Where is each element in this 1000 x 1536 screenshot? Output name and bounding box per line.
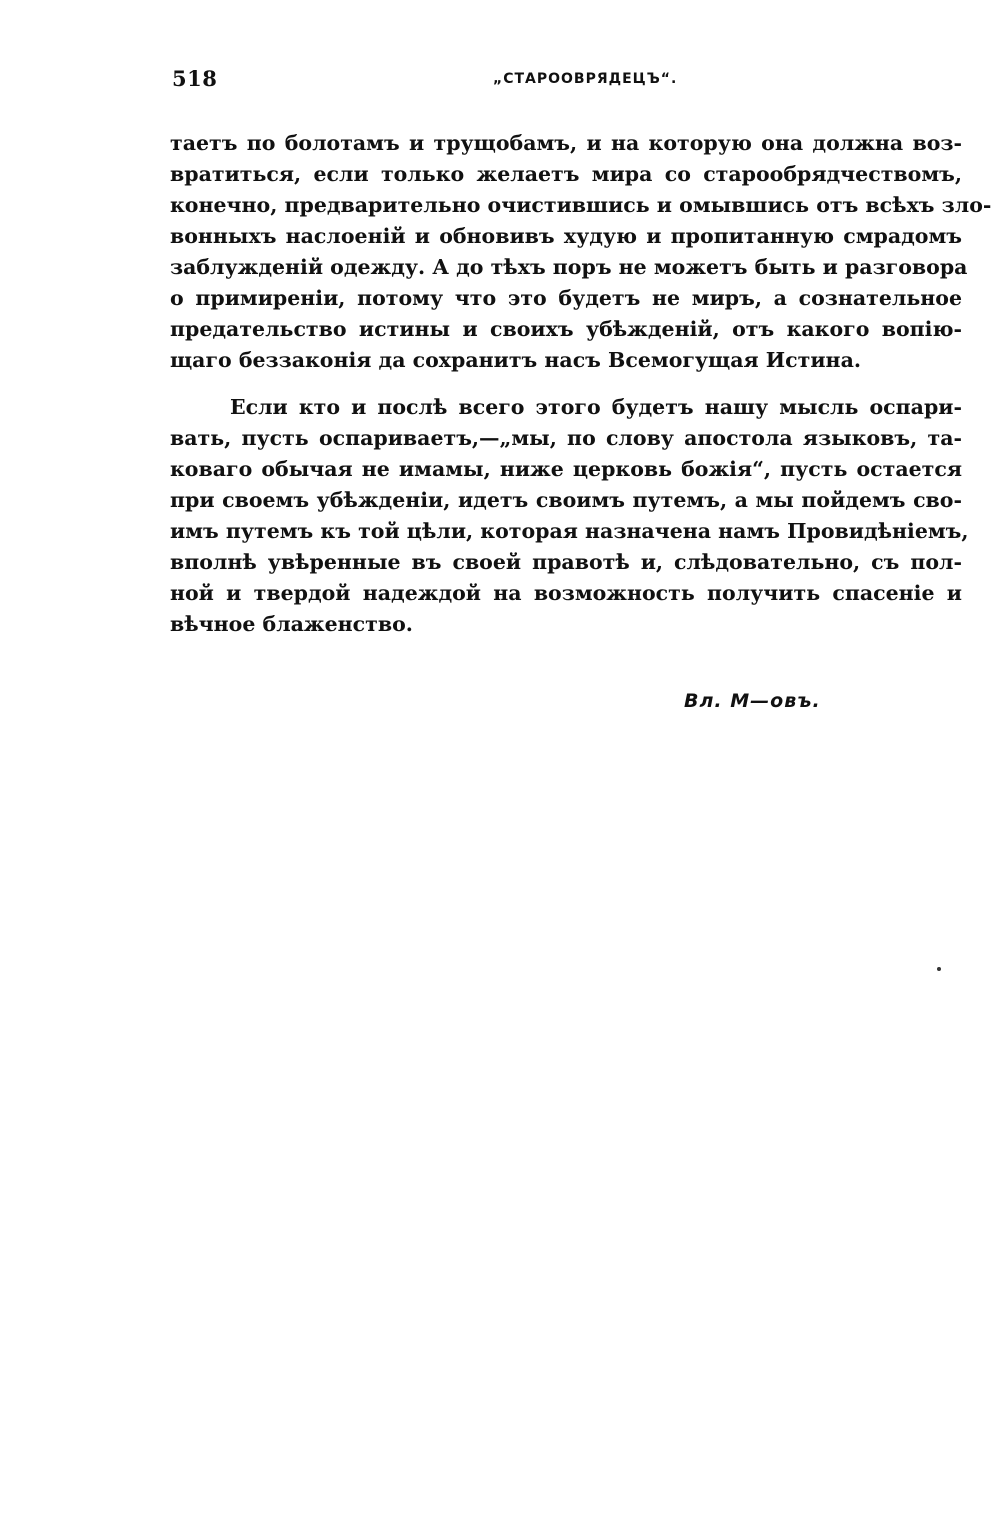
author-signature: Вл. М—овъ. [684, 690, 821, 712]
running-title: „СТАРООВРЯДЕЦЪ“. [493, 71, 678, 87]
print-speck [937, 967, 941, 971]
page-header [172, 66, 962, 96]
text-line: коваго обычая не имамы, ниже церковь божія“, пусть остается [170, 457, 962, 481]
paragraph-1 [170, 128, 992, 376]
article-body [170, 128, 992, 640]
page-number: 518 [172, 66, 218, 91]
text-line: предательство истины и своихъ убѣжденій, отъ какого вопію- [170, 317, 962, 341]
text-line: Если кто и послѣ всего этого будетъ нашу мысль оспари- [230, 395, 962, 419]
text-line: вратиться, если только желаетъ мира со старообрядчествомъ, [170, 162, 962, 186]
text-line: вѣчное блаженство. [170, 612, 413, 636]
text-line: щаго беззаконія да сохранитъ насъ Всемогущая Истина. [170, 348, 861, 372]
text-line: заблужденій одежду. А до тѣхъ поръ не можетъ быть и разговора [170, 255, 968, 279]
text-line: имъ путемъ къ той цѣли, которая назначена намъ Провидѣніемъ, [170, 519, 969, 543]
text-line: вонныхъ наслоеній и обновивъ худую и пропитанную смрадомъ [170, 224, 962, 248]
paragraph-2 [170, 392, 969, 640]
text-line: конечно, предварительно очистившись и омывшись отъ всѣхъ зло- [170, 193, 992, 217]
text-line: вать, пусть оспариваетъ,—„мы, по слову апостола языковъ, та- [170, 426, 962, 450]
text-line: таетъ по болотамъ и трущобамъ, и на которую она должна воз- [170, 131, 962, 155]
text-line: вполнѣ увѣренные въ своей правотѣ и, слѣдовательно, съ пол- [170, 550, 962, 574]
text-line: при своемъ убѣжденіи, идетъ своимъ путемъ, а мы пойдемъ сво- [170, 488, 962, 512]
text-line: ной и твердой надеждой на возможность получить спасеніе и [170, 581, 962, 605]
text-line: о примиреніи, потому что это будетъ не миръ, а сознательное [170, 286, 962, 310]
paragraph-spacer [170, 376, 962, 392]
